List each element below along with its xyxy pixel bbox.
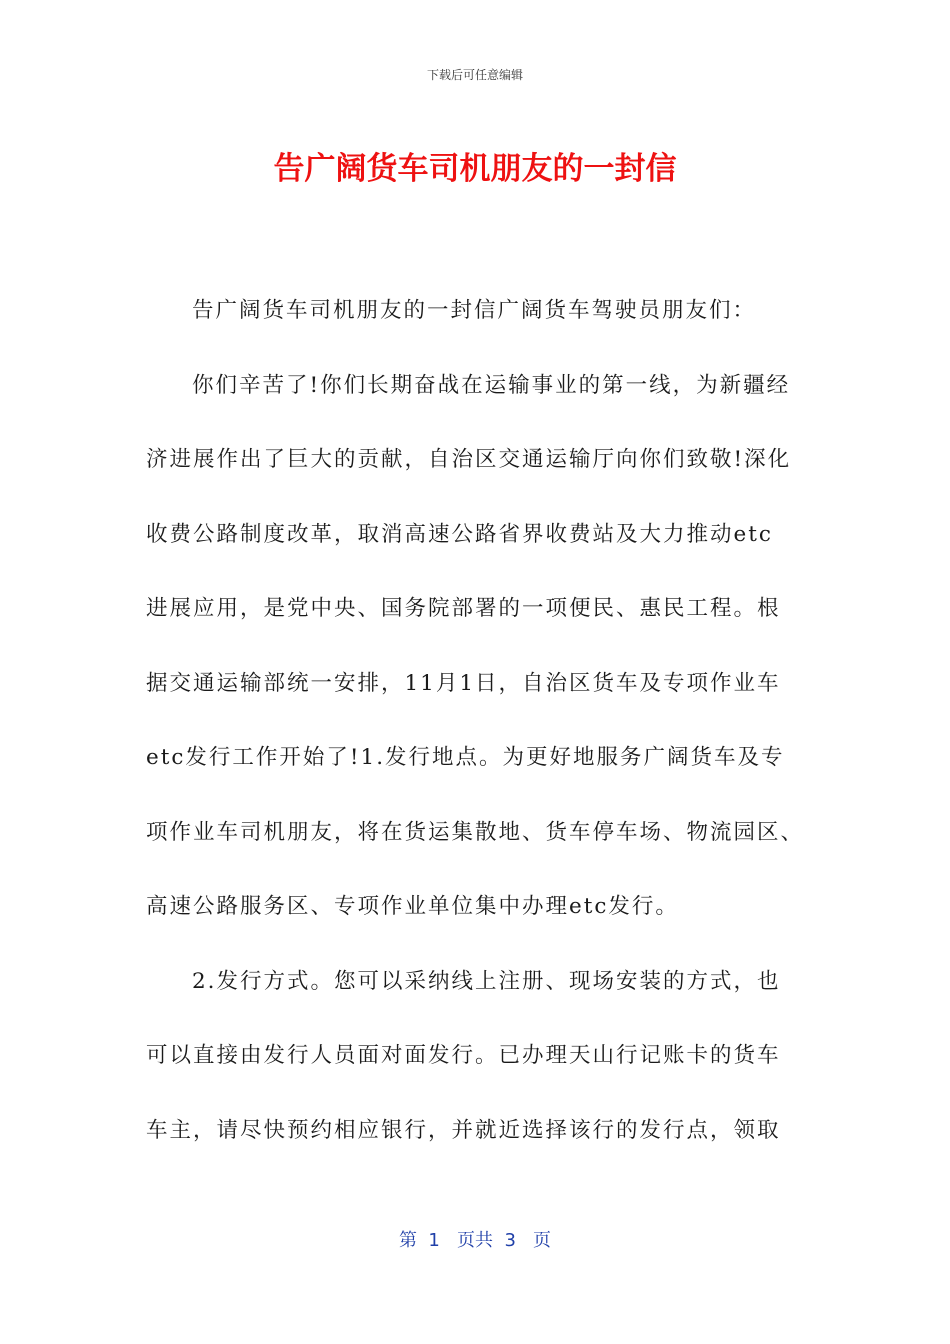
paragraph-line: 据交通运输部统一安排，11月1日，自治区货车及专项作业车	[146, 670, 781, 696]
paragraph-line: 可以直接由发行人员面对面发行。已办理天山行记账卡的货车	[146, 1043, 781, 1068]
paragraph-line: 高速公路服务区、专项作业单位集中办理etc发行。	[146, 894, 679, 919]
page-number-footer: 第 1 页共 3 页	[398, 1230, 552, 1251]
document-body	[146, 274, 808, 1168]
paragraph-line: 告广阔货车司机朋友的一封信广阔货车驾驶员朋友们：	[192, 298, 757, 323]
page-header-note: 下载后可任意编辑	[426, 68, 523, 82]
paragraph-line: 你们辛苦了!你们长期奋战在运输事业的第一线，为新疆经	[192, 372, 791, 398]
paragraph-line: 项作业车司机朋友，将在货运集散地、货车停车场、物流园区、	[146, 819, 805, 845]
paragraph-line: 车主，请尽快预约相应银行，并就近选择该行的发行点，领取	[146, 1117, 781, 1143]
paragraph-line: 2.发行方式。您可以采纳线上注册、现场安装的方式，也	[192, 968, 781, 994]
paragraph-line: 进展应用，是党中央、国务院部署的一项便民、惠民工程。根	[146, 596, 781, 621]
document-title: 告广阔货车司机朋友的一封信	[273, 151, 677, 187]
paragraph-line: etc发行工作开始了!1.发行地点。为更好地服务广阔货车及专	[146, 745, 785, 770]
paragraph-line: 济进展作出了巨大的贡献，自治区交通运输厅向你们致敬!深化	[146, 447, 792, 472]
paragraph-line: 收费公路制度改革，取消高速公路省界收费站及大力推动etc	[146, 521, 773, 547]
